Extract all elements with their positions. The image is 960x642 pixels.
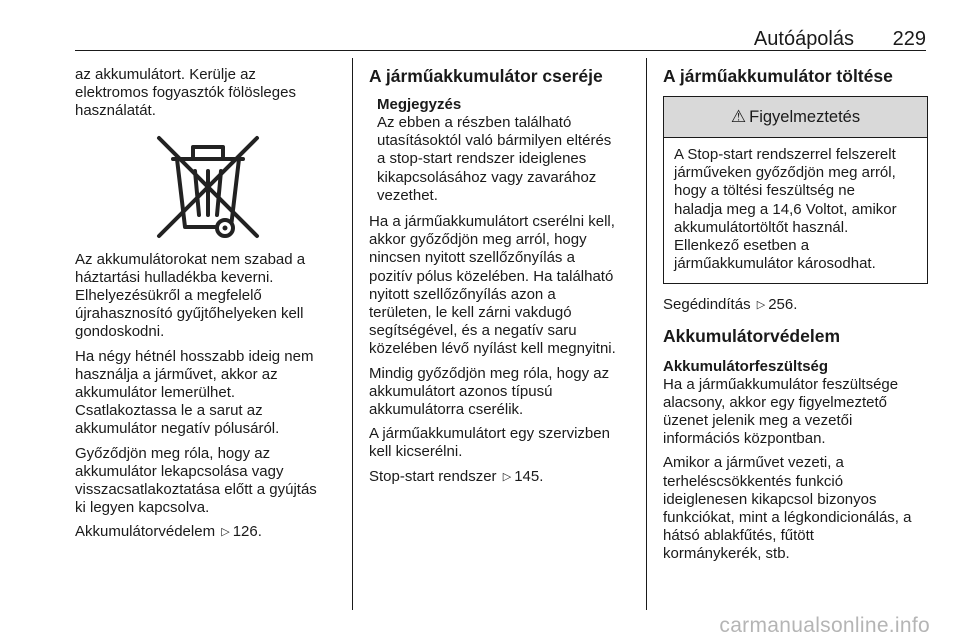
paragraph: [75, 445, 340, 518]
text-line: Ha a járműakkumulátort cserélni kell,: [369, 213, 615, 231]
text-line: Amikor a járművet vezeti, a: [663, 454, 844, 472]
reference-triangle-icon: ▷: [502, 470, 512, 483]
reference-triangle-icon: ▷: [221, 526, 230, 539]
text-line: akkumulátorra cserélik.: [369, 401, 524, 419]
section-heading: Akkumulátorvédelem: [663, 325, 841, 346]
watermark: carmanualsonline.info: [719, 614, 930, 637]
warning-title: Figyelmeztetés: [749, 107, 861, 126]
text-line: terheléscsökkentés funkció: [663, 472, 844, 490]
cross-reference: Akkumulátorvédelem ▷ 126.: [75, 523, 262, 541]
paragraph: [369, 213, 634, 359]
column-divider: [646, 58, 647, 610]
text-line: újrahasznosító gyűjtőhelyeken kell: [75, 305, 304, 323]
warning-box: [663, 96, 928, 284]
text-line: utasításoktól való bármilyen eltérés: [377, 132, 612, 150]
header-rule: [75, 50, 926, 51]
text-line: Ellenkező esetben a: [674, 237, 810, 255]
text-line: haladja meg a 14,6 Voltot, amikor: [674, 200, 897, 218]
paragraph: [369, 365, 634, 420]
text-line: Csatlakoztassa le a sarut az: [75, 402, 263, 420]
section-heading: A járműakkumulátor cseréje: [369, 66, 603, 86]
text-line: Mindig győződjön meg róla, hogy az: [369, 364, 610, 382]
note-block: [369, 96, 634, 205]
text-line: funkciókat, mint a légkondicionálás, a: [663, 509, 912, 527]
text-line: Győződjön meg róla, hogy az: [75, 444, 271, 462]
text-line: akkumulátor negatív pólusáról.: [75, 420, 280, 438]
warning-header: [664, 97, 927, 138]
text-line: A járműakkumulátort egy szervizben: [369, 425, 610, 443]
text-line: akkumulátor lemerülhet.: [75, 384, 236, 402]
text-line: a stop-start rendszer ideiglenes: [377, 150, 587, 168]
note-text: [377, 114, 634, 205]
text-line: az akkumulátort. Kerülje az: [75, 66, 256, 83]
text-line: segítségével, és a negatív saru: [369, 322, 577, 340]
text-line: hogy a töltési feszültség ne: [674, 182, 855, 200]
paragraph: [663, 376, 928, 449]
column-left: [75, 66, 340, 549]
paragraph: [75, 348, 340, 439]
reference-triangle-icon: ▷: [756, 299, 766, 312]
text-line: akkor győződjön meg arról, hogy: [369, 231, 587, 249]
note-title: Megjegyzés: [377, 96, 462, 113]
text-line: járműveken győződjön meg arról,: [674, 164, 896, 182]
column-middle: [369, 66, 634, 493]
section-heading: A járműakkumulátor töltése: [663, 66, 893, 86]
text-line: nyitott szellőzőnyílás azon a: [369, 285, 556, 303]
text-line: akkumulátort azonos típusú: [369, 382, 553, 400]
text-line: ideiglenesen kikapcsol bizonyos: [663, 490, 877, 508]
page-number: 229: [892, 28, 926, 50]
column-divider: [352, 58, 353, 610]
cross-reference: Segédindítás ▷ 256.: [663, 296, 798, 314]
text-line: pozitív pólus közelében. Ha található: [369, 267, 614, 285]
subheading: Akkumulátorfeszültség: [663, 357, 829, 375]
text-line: vezethet.: [377, 186, 438, 204]
page-title: Autóápolás: [753, 28, 854, 50]
text-line: nincsen nyitott szellőzőnyílás a: [369, 249, 575, 267]
text-line: Ha a járműakkumulátor feszültsége: [663, 375, 899, 393]
paragraph: [75, 251, 340, 342]
text-line: Ha négy hétnél hosszabb ideig nem: [75, 347, 314, 365]
text-line: alacsony, akkor egy figyelmeztető: [663, 393, 887, 411]
warning-triangle-icon: ⚠: [730, 106, 747, 126]
text-line: háztartási hulladékba keverni.: [75, 268, 274, 286]
text-line: hátsó ablakfűtés, fűtött: [663, 527, 814, 545]
text-line: használja a járművet, akkor az: [75, 365, 278, 383]
text-line: járműakkumulátor károsodhat.: [674, 255, 876, 273]
cross-reference: Stop-start rendszer ▷ 145.: [369, 467, 544, 485]
text-line: A Stop-start rendszerrel felszerelt: [674, 146, 896, 163]
text-line: kell kicserélni.: [369, 443, 463, 461]
warning-text: [664, 138, 927, 283]
text-line: használatát.: [75, 102, 156, 120]
text-line: kikapcsolásához vagy zavarához: [377, 168, 597, 186]
text-line: információs központban.: [663, 430, 826, 448]
text-line: ki legyen kapcsolva.: [75, 499, 210, 517]
page-header: [75, 27, 926, 51]
text-line: Az ebben a részben található: [377, 114, 572, 131]
paragraph: [369, 425, 634, 461]
paragraph: [663, 454, 928, 563]
text-line: kormánykerék, stb.: [663, 545, 790, 563]
text-line: Elhelyezésükről a megfelelő: [75, 287, 262, 305]
text-line: Az akkumulátorokat nem szabad a: [75, 250, 306, 268]
paragraph: [75, 66, 340, 121]
text-line: visszacsatlakoztatása előtt a gyújtás: [75, 481, 317, 499]
text-line: közelében lévő nyílást kell megnyitni.: [369, 340, 616, 358]
text-line: területen, le kell zárni vakdugó: [369, 304, 572, 322]
text-line: akkumulátortöltőt használ.: [674, 218, 849, 236]
text-line: gondoskodni.: [75, 323, 165, 341]
text-line: elektromos fogyasztók fölösleges: [75, 84, 296, 102]
column-right: [663, 66, 928, 570]
text-line: akkumulátor lekapcsolása vagy: [75, 462, 284, 480]
crossed-out-wheelie-bin-icon: [143, 133, 273, 243]
text-line: üzenet jelenik meg a vezetői: [663, 412, 853, 430]
